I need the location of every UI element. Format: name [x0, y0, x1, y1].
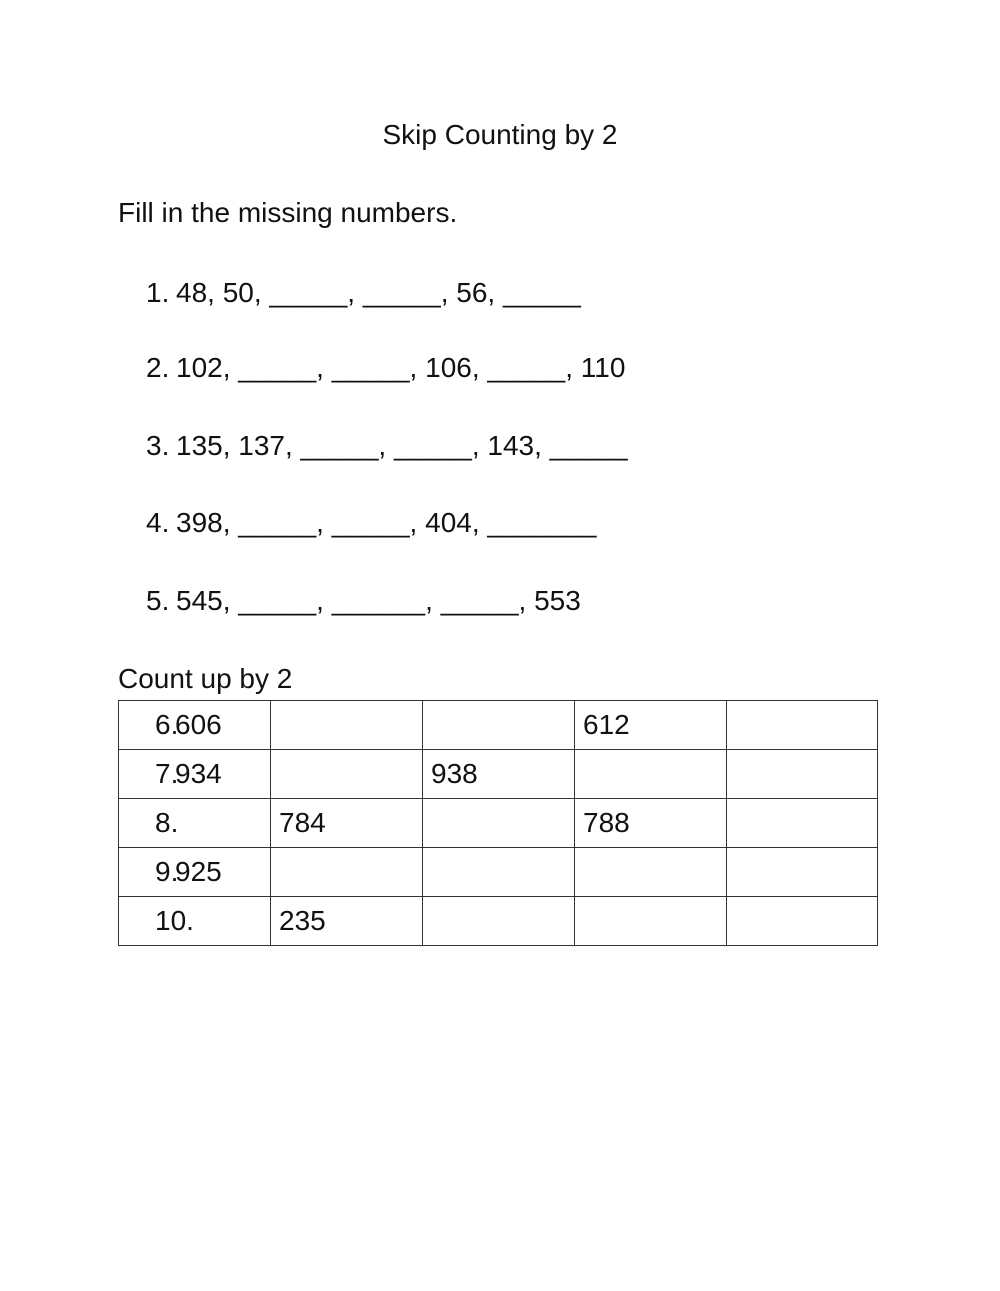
- row-number: 10.: [155, 905, 194, 936]
- problem-sequence: 545, _____, ______, _____, 553: [176, 585, 581, 616]
- problem-number: 5.: [146, 585, 170, 616]
- problem-number: 1.: [146, 277, 170, 308]
- problem-item: [146, 350, 625, 386]
- table-cell[interactable]: [727, 750, 878, 799]
- table-cell[interactable]: [727, 848, 878, 897]
- table-cell[interactable]: [271, 848, 423, 897]
- section-title: Count up by 2: [118, 663, 293, 694]
- table-cell[interactable]: [575, 750, 727, 799]
- table-cell: 612: [575, 701, 727, 750]
- table-cell[interactable]: [271, 750, 423, 799]
- problem-sequence: 135, 137, _____, _____, 143, _____: [176, 430, 628, 461]
- count-up-table: [118, 700, 878, 946]
- instruction-text: Fill in the missing numbers.: [118, 197, 458, 228]
- row-number: 6.: [155, 709, 179, 740]
- page-title: Skip Counting by 2: [382, 119, 618, 150]
- problem-sequence: 102, _____, _____, 106, _____, 110: [176, 352, 626, 383]
- problem-number: 3.: [146, 430, 170, 461]
- problem-number: 4.: [146, 507, 170, 538]
- table-cell: 784: [271, 799, 423, 848]
- cell-value: 934: [175, 758, 222, 789]
- table-cell[interactable]: [423, 848, 575, 897]
- table-cell: [119, 848, 271, 897]
- table-cell[interactable]: [423, 897, 575, 946]
- row-number: 8.: [155, 807, 179, 838]
- problem-number: 2.: [146, 352, 170, 383]
- problem-sequence: 48, 50, _____, _____, 56, _____: [176, 277, 581, 308]
- cell-value: 606: [175, 709, 222, 740]
- table-row: [119, 848, 878, 897]
- table-cell: [119, 750, 271, 799]
- problem-item: [146, 428, 628, 464]
- table-cell[interactable]: [423, 701, 575, 750]
- table-row: [119, 799, 878, 848]
- table-cell: 788: [575, 799, 727, 848]
- table-cell[interactable]: [575, 897, 727, 946]
- table-cell[interactable]: [575, 848, 727, 897]
- problem-item: [146, 583, 581, 619]
- problem-item: [146, 275, 581, 311]
- table-cell[interactable]: [119, 799, 271, 848]
- problem-item: [146, 505, 596, 541]
- table-cell: [119, 701, 271, 750]
- table-row: [119, 897, 878, 946]
- table-cell[interactable]: [423, 799, 575, 848]
- table-cell[interactable]: [119, 897, 271, 946]
- table-cell: 235: [271, 897, 423, 946]
- table-cell[interactable]: [727, 701, 878, 750]
- table-cell[interactable]: [727, 897, 878, 946]
- problem-sequence: 398, _____, _____, 404, _______: [176, 507, 597, 538]
- table-cell[interactable]: [727, 799, 878, 848]
- row-number: 7.: [155, 758, 179, 789]
- table-cell[interactable]: [271, 701, 423, 750]
- cell-value: 925: [175, 856, 222, 887]
- row-number: 9.: [155, 856, 179, 887]
- table-cell: 938: [423, 750, 575, 799]
- table-row: [119, 701, 878, 750]
- table-row: [119, 750, 878, 799]
